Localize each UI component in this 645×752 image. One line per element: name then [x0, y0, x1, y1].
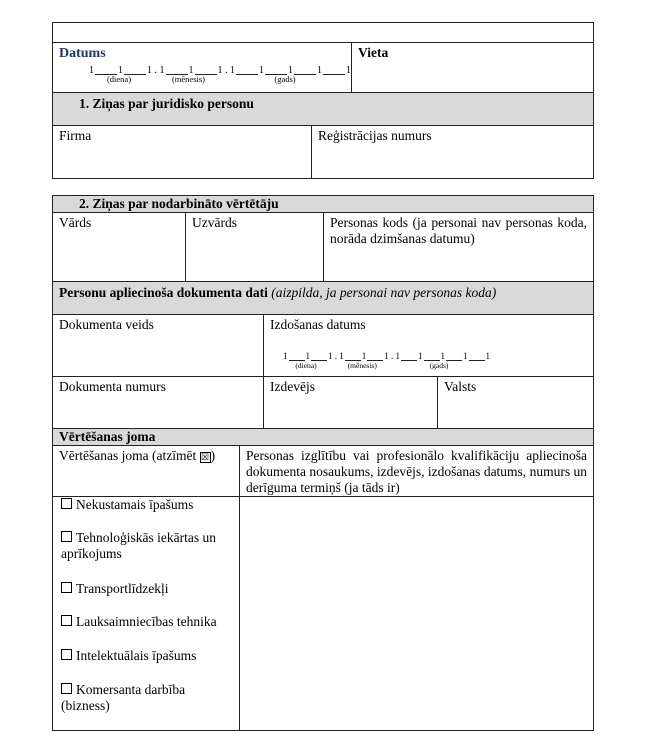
sep: .: [154, 65, 157, 76]
checkbox-icon[interactable]: [61, 498, 72, 509]
option-label: Komersanta darbība (bizness): [61, 682, 186, 713]
date-label: Datums: [59, 46, 106, 61]
doc-header-title: Personu apliecinoša dokumenta dati: [59, 285, 268, 300]
digit: 1: [89, 65, 94, 76]
field-header-title: Vērtēšanas joma: [59, 429, 156, 444]
digit: 1: [118, 65, 123, 76]
digit: 1: [485, 351, 490, 361]
digit: 1: [217, 65, 223, 76]
date-seg: [347, 351, 383, 370]
section1-title: 1. Ziņas par juridisko personu: [79, 96, 254, 111]
checkbox-icon[interactable]: [61, 582, 72, 593]
options-cell: [53, 496, 239, 730]
digit: 1: [346, 65, 351, 76]
option-technology[interactable]: [61, 530, 226, 562]
section2-title: 2. Ziņas par nodarbināto vērtētāju: [79, 196, 279, 211]
digit: 1: [188, 65, 194, 76]
date-input[interactable]: [89, 65, 351, 84]
education-label: Personas izglītību vai profesionālo kvalifikāciju apliecinoša dokumenta nosaukums, izdevējs, izdošanas datums, numurs un derīguma termiņš (ja tāds ir): [246, 448, 587, 495]
section2-header: [53, 196, 593, 212]
digit: 1: [463, 351, 468, 361]
option-label: Transportlīdzekļi: [76, 581, 169, 596]
field-label: Vērtēšanas joma (atzīmēt: [59, 448, 197, 463]
day-label: (diena): [295, 361, 317, 370]
field-label-end: ): [210, 448, 216, 463]
checked-box-icon: ☒: [201, 452, 210, 462]
digit: 1: [305, 351, 310, 361]
digit: 1: [259, 65, 264, 76]
legal-entity-table: [52, 22, 594, 179]
digit: 1: [384, 351, 389, 361]
date-seg: [469, 351, 485, 361]
digit: 1: [395, 351, 400, 361]
checkbox-icon[interactable]: [61, 531, 72, 542]
country-label: Valsts: [444, 379, 477, 394]
year-label: (gads): [429, 361, 449, 370]
option-label: Lauksaimniecības tehnika: [76, 614, 217, 629]
digit: 1: [317, 65, 322, 76]
field-label-cell: [53, 445, 239, 496]
issue-date-label: Izdošanas datums: [270, 317, 366, 332]
surname-label: Uzvārds: [192, 215, 237, 230]
education-cell: [239, 445, 593, 496]
option-label: Intelektuālais īpašums: [76, 648, 197, 663]
digit: 1: [230, 65, 235, 76]
personal-code-label: Personas kods (ja personai nav personas koda, norāda dzimšanas datumu): [330, 215, 587, 246]
doc-type-cell[interactable]: [53, 314, 263, 376]
digit: 1: [159, 65, 165, 76]
section1-header: [53, 92, 593, 125]
date-seg: [401, 351, 417, 361]
sep: .: [334, 351, 337, 361]
date-seg: [323, 65, 345, 75]
date-seg: [295, 351, 327, 370]
reg-number-label: Reģistrācijas numurs: [318, 128, 432, 143]
personal-code-cell[interactable]: [323, 212, 593, 281]
name-label: Vārds: [59, 215, 92, 230]
place-cell[interactable]: [351, 42, 593, 92]
doc-type-label: Dokumenta veids: [59, 317, 154, 332]
doc-number-cell[interactable]: [53, 376, 263, 428]
checkbox-icon[interactable]: [61, 649, 72, 660]
digit: 1: [339, 351, 344, 361]
digit: 1: [328, 351, 333, 361]
date-seg: [274, 65, 316, 84]
doc-number-label: Dokumenta numurs: [59, 379, 166, 394]
doc-header-note: (aizpilda, ja personai nav personas koda): [271, 285, 497, 300]
digit: 1: [147, 65, 152, 76]
date-seg: [106, 65, 146, 84]
option-label: Tehnoloģiskās iekārtas un aprīkojums: [61, 530, 217, 561]
education-input-cell[interactable]: [239, 496, 593, 730]
digit: 1: [418, 351, 423, 361]
issuer-cell[interactable]: [263, 376, 437, 428]
country-cell[interactable]: [437, 376, 593, 428]
issuer-label: Izdevējs: [270, 379, 315, 394]
digit: 1: [283, 351, 288, 361]
field-header: [53, 428, 593, 445]
month-label: (mēnesis): [347, 361, 377, 370]
place-label: Vieta: [358, 45, 389, 60]
reg-number-cell[interactable]: [311, 125, 593, 178]
date-seg: [171, 65, 217, 84]
digit: 1: [288, 65, 293, 76]
month-label: (mēnesis): [171, 74, 206, 84]
sep: .: [225, 65, 228, 76]
date-seg: [429, 351, 462, 370]
sep: .: [391, 351, 394, 361]
appraiser-table: [52, 195, 594, 731]
day-label: (diena): [106, 74, 132, 84]
checkbox-icon[interactable]: [61, 615, 72, 626]
option-label: Nekustamais īpašums: [76, 497, 194, 512]
firm-cell[interactable]: [53, 125, 311, 178]
doc-header: [53, 281, 593, 314]
firm-label: Firma: [59, 128, 92, 143]
name-cell[interactable]: [53, 212, 185, 281]
year-label: (gads): [274, 74, 296, 84]
digit: 1: [361, 351, 367, 361]
surname-cell[interactable]: [185, 212, 323, 281]
option-business[interactable]: [61, 682, 211, 714]
checkbox-icon[interactable]: [61, 683, 72, 694]
digit: 1: [440, 351, 445, 361]
issue-date-input[interactable]: [283, 351, 490, 370]
